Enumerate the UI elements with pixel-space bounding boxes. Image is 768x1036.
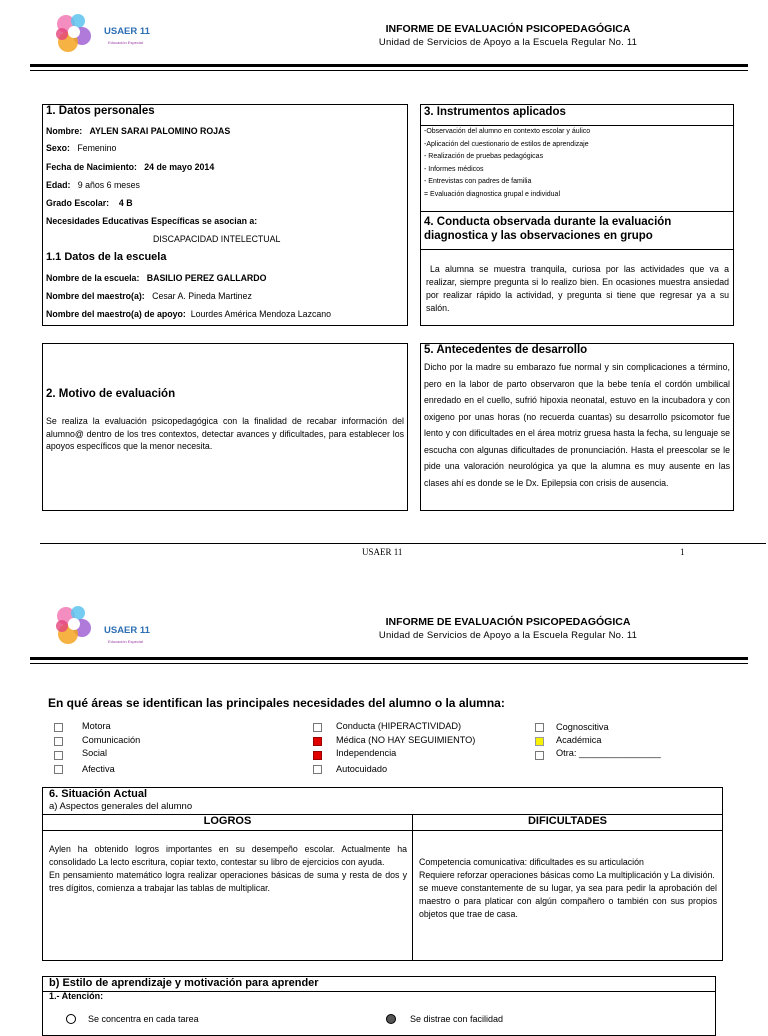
datos-personales-title: 1. Datos personales: [46, 105, 155, 117]
estilo-box: [42, 976, 716, 1036]
escuela-row: Nombre de la escuela: BASILIO PEREZ GALLARDO: [46, 273, 267, 283]
area-label: Social: [82, 748, 108, 758]
logo-text: USAER 11: [104, 26, 150, 37]
area-checkbox-checked[interactable]: [535, 737, 544, 746]
instrumento-item: -Observación del alumno en contexto escolar y áulico: [424, 128, 591, 135]
footer-divider: [40, 543, 766, 544]
fecha-value: 24 de mayo 2014: [144, 162, 215, 172]
report-subtitle: Unidad de Servicios de Apoyo a la Escuela Regular No. 11: [378, 37, 638, 48]
dificultades-paragraph: se mueve constantemente de su lugar, ya sea para pedir la aprobación del maestro o para platicar con algún compañero o también con sus propios objetos que trae de casa.: [419, 883, 717, 919]
area-label: Independencia: [336, 748, 397, 758]
area-checkbox-checked[interactable]: [313, 737, 322, 746]
instrumento-item: = Evaluación diagnostica grupal e individual: [424, 190, 561, 198]
grado-value: 4 B: [118, 198, 133, 208]
attention-option: Se distrae con facilidad: [410, 1014, 504, 1024]
area-label: Otra: ________________: [556, 748, 661, 758]
area-checkbox[interactable]: [535, 751, 544, 760]
dificultades-paragraph: Competencia comunicativa: dificultades es su articulación: [419, 857, 644, 867]
instrumentos-title: 3. Instrumentos aplicados: [424, 106, 566, 118]
situacion-title: 6. Situación Actual: [49, 788, 148, 800]
area-label: Autocuidado: [336, 764, 388, 774]
area-label: Médica (NO HAY SEGUIMIENTO): [336, 735, 476, 745]
maestro-value: Cesar A. Pineda Martinez: [152, 291, 252, 301]
apoyo-row: Nombre del maestro(a) de apoyo: Lourdes América Mendoza Lazcano: [46, 309, 332, 319]
dificultades-paragraph: Requiere reforzar operaciones básicas como La multiplicación y La división.: [419, 870, 715, 880]
nee-label: Necesidades Educativas Específicas se asocian a:: [46, 216, 258, 226]
nombre-row: Nombre: AYLEN SARAI PALOMINO ROJAS: [46, 126, 231, 136]
antecedentes-text: Dicho por la madre su embarazo fue normal y sin complicaciones a término, pero en la labor de parto observaron que la bebe tenía el cordón umbilical enredado en el cuello, sufrió hipoxia neonatal, estuvo en la incubadora y con oxigeno por unas horas (no recuerda cuantas) su desarrollo psicomotor fue lento y con dificultades en el área motriz gruesa hasta la fecha, su lenguaje se escucha con algunas dificultades de pronunciación. Hasta el preescolar se le pide una valoración neurológica ya que la alumna es muy ausente en las clases ahí es donde se le Dx. Epilepsia con crisis de ausencia.: [424, 362, 730, 488]
instrumento-item: -Aplicación del cuestionario de estilos de aprendizaje: [424, 140, 589, 148]
header-divider-thin: [30, 70, 748, 71]
area-checkbox[interactable]: [54, 737, 63, 746]
instrumento-item: - Realización de pruebas pedagógicas: [424, 153, 544, 161]
header-divider: [30, 657, 748, 660]
sexo-row: Sexo: Femenino: [46, 143, 117, 153]
area-checkbox[interactable]: [313, 765, 322, 774]
report-subtitle: Unidad de Servicios de Apoyo a la Escuela Regular No. 11: [378, 630, 638, 641]
area-label: Comunicación: [82, 735, 141, 745]
conducta-title: 4. Conducta observada durante la evaluación diagnostica y las observaciones en grupo: [424, 216, 672, 242]
instrumento-item: - Entrevistas con padres de familia: [424, 178, 532, 186]
footer-label: USAER 11: [362, 547, 403, 557]
area-label: Cognoscitiva: [556, 722, 609, 732]
usaer-logo: [52, 604, 152, 648]
logo-icon: [52, 604, 100, 648]
report-title: INFORME DE EVALUACIÓN PSICOPEDAGÓGICA: [385, 616, 631, 628]
situacion-box: [42, 787, 723, 961]
logros-text: [49, 843, 407, 895]
header-divider-thin: [30, 663, 748, 664]
area-label: Afectiva: [82, 764, 115, 774]
datos-personales-box: [42, 104, 408, 326]
area-checkbox[interactable]: [54, 765, 63, 774]
attention-radio-selected[interactable]: [386, 1014, 396, 1024]
atencion-label: 1.- Atención:: [49, 991, 104, 1001]
dificultades-header: DIFICULTADES: [527, 815, 608, 827]
logo-text: USAER 11: [104, 625, 150, 636]
area-checkbox[interactable]: [313, 723, 322, 732]
estilo-title: b) Estilo de aprendizaje y motivación para aprender: [49, 977, 319, 989]
motivo-title: 2. Motivo de evaluación: [46, 388, 176, 400]
situacion-subtitle: a) Aspectos generales del alumno: [49, 801, 193, 812]
attention-option: Se concentra en cada tarea: [88, 1014, 199, 1024]
escuela-value: BASILIO PEREZ GALLARDO: [146, 273, 267, 283]
instrumentos-box: [420, 125, 734, 212]
logo-subtitle: Educación Especial: [108, 639, 143, 644]
instrumentos-list: [424, 126, 590, 202]
estilo-divider: [43, 991, 715, 992]
grado-row: Grado Escolar: 4 B: [46, 198, 133, 208]
area-label: Académica: [556, 735, 602, 745]
edad-value: 9 años 6 meses: [77, 180, 140, 190]
antecedentes-box: [420, 343, 734, 511]
usaer-logo: [52, 12, 152, 56]
logo-icon: [52, 12, 100, 56]
fecha-row: Fecha de Nacimiento: 24 de mayo 2014: [46, 162, 215, 172]
conducta-text: La alumna se muestra tranquila, curiosa por las actividades que va a realizar, siempre pregunta si lo realizo bien. En ocasiones muestra ansiedad por realizar rápido la actividad, y pregunta si tiene que regresar ya a su salón.: [426, 264, 729, 313]
areas-question: En qué áreas se identifican las principales necesidades del alumno o la alumna:: [48, 696, 505, 710]
motivo-box: [42, 343, 408, 511]
edad-row: Edad: 9 años 6 meses: [46, 180, 140, 190]
sexo-value: Femenino: [77, 143, 117, 153]
table-divider: [43, 830, 722, 831]
logo-subtitle: Educación Especial: [108, 40, 143, 45]
conducta-box: [420, 249, 734, 326]
header-divider: [30, 64, 748, 67]
area-label: Motora: [82, 721, 111, 731]
report-title: INFORME DE EVALUACIÓN PSICOPEDAGÓGICA: [385, 23, 631, 35]
dificultades-text: [419, 856, 717, 921]
antecedentes-title: 5. Antecedentes de desarrollo: [424, 344, 588, 356]
page-number: 1: [680, 547, 685, 557]
maestro-row: Nombre del maestro(a): Cesar A. Pineda Martinez: [46, 291, 252, 301]
instrumentos-header-box: [420, 104, 734, 126]
area-checkbox[interactable]: [535, 723, 544, 732]
area-checkbox-checked[interactable]: [313, 751, 322, 760]
area-label: Conducta (HIPERACTIVIDAD): [336, 721, 462, 731]
apoyo-value: Lourdes América Mendoza Lazcano: [190, 309, 332, 319]
conducta-header-box: [420, 211, 734, 250]
motivo-text: Se realiza la evaluación psicopedagógica con la finalidad de recabar información del alumno@ dentro de los tres contextos, detectar avances y dificultades, para establecer los apoyos específicos que la menor necesita.: [46, 416, 404, 451]
escuela-title: 1.1 Datos de la escuela: [46, 251, 167, 263]
nee-value: DISCAPACIDAD INTELECTUAL: [153, 234, 281, 244]
area-checkbox[interactable]: [54, 751, 63, 760]
logros-paragraph: En pensamiento matemático logra realizar operaciones básicas de suma y resta de dos y tres dígitos, comienza a trabajar las tablas de multiplicar.: [49, 870, 407, 893]
nombre-value: AYLEN SARAI PALOMINO ROJAS: [89, 126, 231, 136]
column-divider: [412, 814, 413, 960]
area-checkbox[interactable]: [54, 723, 63, 732]
logros-header: LOGROS: [203, 815, 252, 827]
attention-radio[interactable]: [66, 1014, 76, 1024]
logros-paragraph: Aylen ha obtenido logros importantes en su desempeño escolar. Actualmente ha consolidado La lecto escritura, copiar texto, contestar su libro de ejercicios con ayuda.: [49, 844, 407, 867]
instrumento-item: - Informes médicos: [424, 165, 484, 173]
